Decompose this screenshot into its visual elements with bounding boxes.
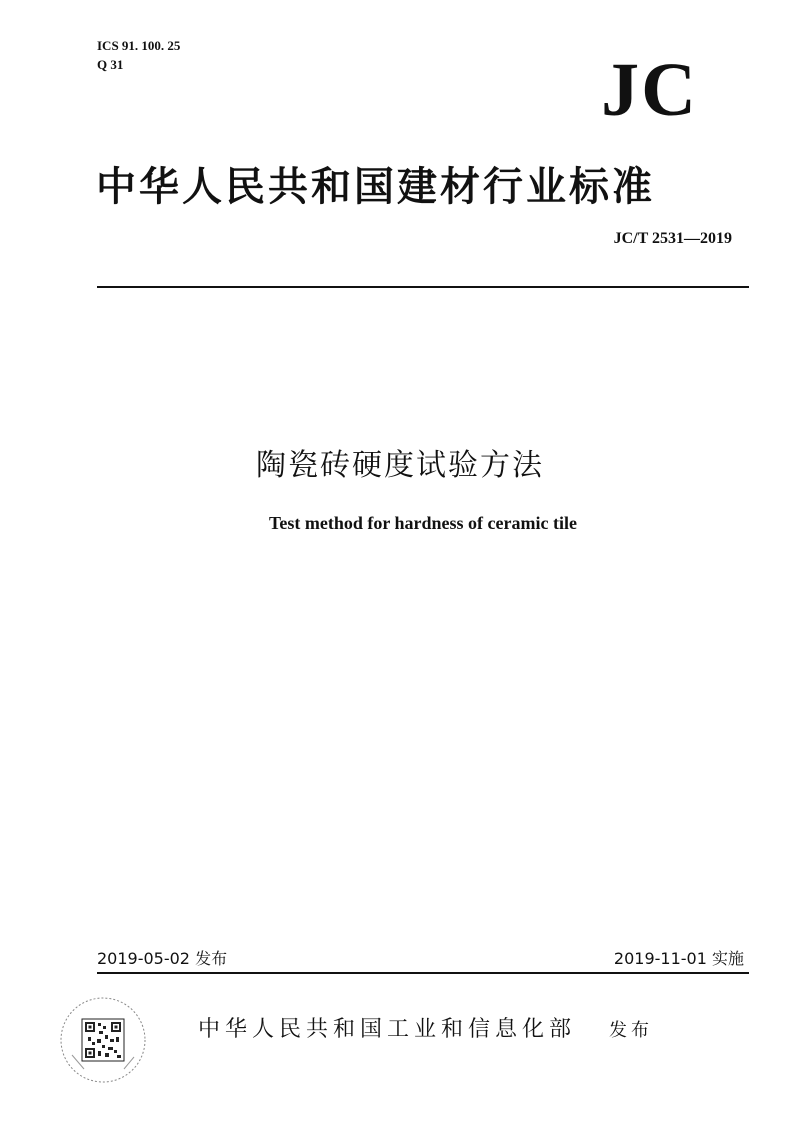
classification-code: Q 31 [97,57,124,72]
issue-date: 2019-05-02 发布 [97,949,228,968]
standard-category-title: 中华人民共和国建材行业标准 [96,163,655,210]
top-divider [97,286,749,288]
standard-number: JC/T 2531—2019 [613,230,732,247]
publisher-name: 中华人民共和国工业和信息化部 [198,1017,577,1042]
document-title-en: Test method for hardness of ceramic tile [269,513,577,533]
ics-code: ICS 91. 100. 25 [97,38,181,53]
qr-code-seal-icon [58,995,148,1085]
jc-logo: JC [601,48,698,132]
bottom-divider [97,972,749,974]
implementation-date: 2019-11-01 实施 [613,949,744,968]
publish-label: 发布 [609,1020,653,1041]
document-title-cn: 陶瓷砖硬度试验方法 [256,448,544,483]
